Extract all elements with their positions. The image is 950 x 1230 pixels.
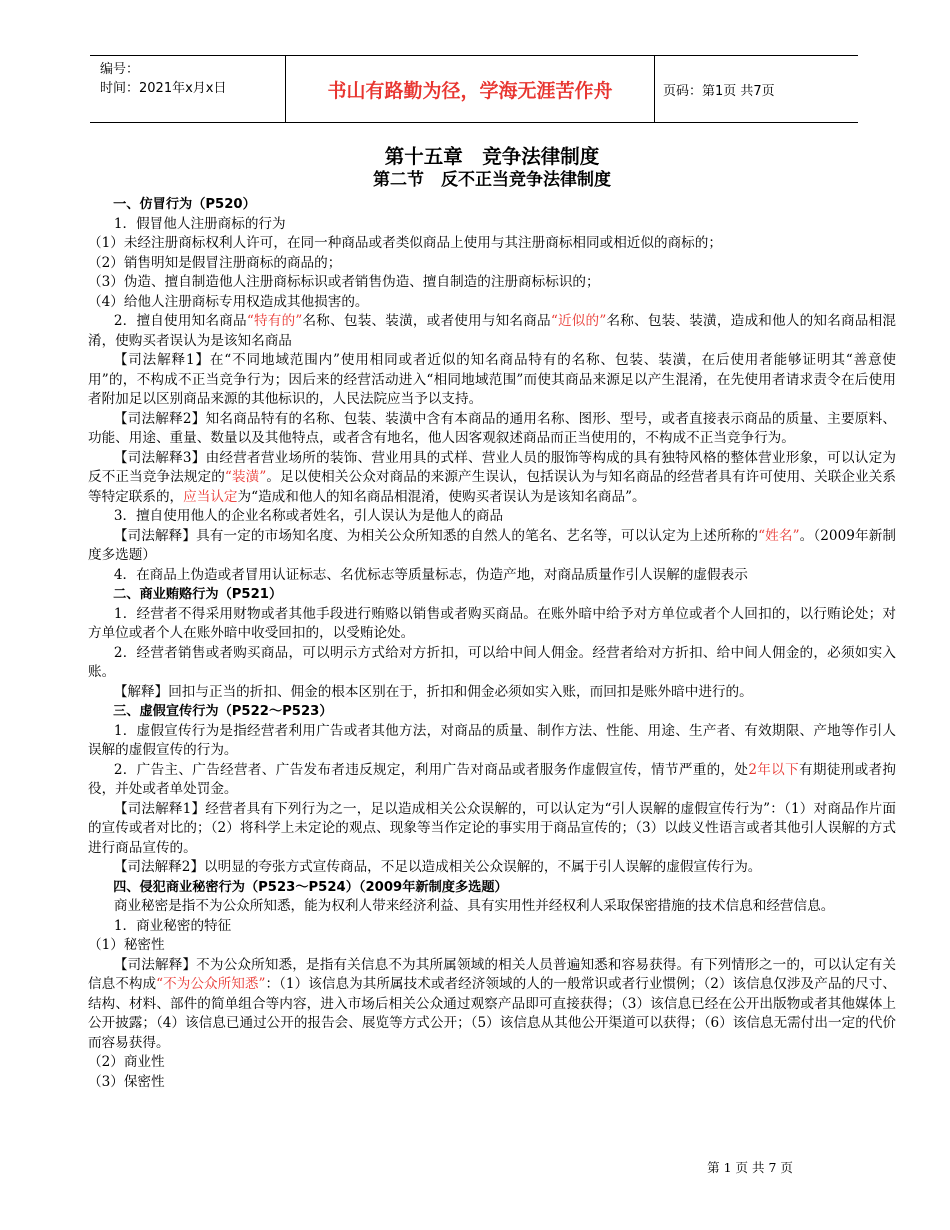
text-run: 有期徒刑或者拘役，并处或者单处罚金。	[88, 761, 896, 797]
paragraph	[88, 956, 896, 1054]
text-run: 名称、包装、装潢，造成和他人的知名商品相混淆，使购买者误认为是该知名商品	[88, 313, 896, 349]
paragraph: 商业秘密是指不为公众所知悉，能为权利人带来经济利益、具有实用性并经权利人采取保密措施的技术信息和经营信息。	[113, 898, 835, 914]
paragraph: 2．经营者销售或者购买商品，可以明示方式给对方折扣，可以给中间人佣金。经营者给对方折扣、给中间人佣金的，必须如实入账。	[88, 644, 896, 680]
paragraph	[88, 449, 896, 508]
paragraph: （1）未经注册商标权利人许可，在同一种商品或者类似商品上使用与其注册商标相同或相近似的商标的；	[88, 235, 722, 251]
paragraph: 1．虚假宣传行为是指经营者利用广告或者其他方法，对商品的质量、制作方法、性能、用途、生产者、有效期限、产地等作引人误解的虚假宣传的行为。	[88, 722, 896, 758]
page-header	[90, 55, 858, 123]
time-label: 时间：2021年x月x日	[100, 81, 227, 96]
highlight-run: “装潢”	[224, 469, 267, 485]
header-motto: 书山有路勤为径，学海无涯苦作舟	[285, 56, 655, 122]
paragraph: （4）给他人注册商标专用权造成其他损害的。	[88, 293, 369, 310]
heading-1: 一、仿冒行为（P520）	[113, 197, 256, 212]
number-label: 编号：	[100, 62, 140, 77]
document-body	[88, 140, 896, 1092]
heading-2: 二、商业贿赂行为（P521）	[113, 587, 283, 602]
highlight-run: 应当认定	[183, 488, 238, 505]
text-run: 为“造成和他人的知名商品相混淆，使购买者误认为是该知名商品”。	[237, 488, 646, 505]
paragraph	[88, 527, 896, 566]
text-run: 。（2009年新制度多选题）	[88, 527, 896, 563]
paragraph: 【解释】回扣与正当的折扣、佣金的根本区别在于，折扣和佣金必须如实入账，而回扣是账外暗中进行的。	[113, 683, 753, 700]
paragraph: 3．擅自使用他人的企业名称或者姓名，引人误认为是他人的商品	[113, 508, 504, 524]
header-page-info: 页码：第1页 共7页	[663, 83, 775, 99]
paragraph: 【司法解释2】以明显的夸张方式宣传商品，不足以造成相关公众误解的，不属于引人误解的虚假宣传行为。	[113, 859, 762, 875]
paragraph: 【司法解释1】在“不同地域范围内”使用相同或者近似的知名商品特有的名称、包装、装潢，在后使用者能够证明其“善意使用”的，不构成不正当竞争行为；因后来的经营活动进入“相同地域范围”而使其商品来源足以产生混淆，在先使用者请求责令在后使用者附加足以区别商品来源的其他标识的，人民法院应当予以支持。	[88, 352, 896, 407]
paragraph: （3）伪造、擅自制造他人注册商标标识或者销售伪造、擅自制造的注册商标标识的；	[88, 274, 600, 290]
paragraph: 4．在商品上伪造或者冒用认证标志、名优标志等质量标志，伪造产地，对商品质量作引人误解的虚假表示	[113, 566, 748, 583]
text-run: 2．擅自使用知名商品	[113, 313, 247, 329]
text-run: 2．广告主、广告经营者、广告发布者违反规定，利用广告对商品或者服务作虚假宣传，情节严重的，处	[113, 761, 749, 778]
paragraph: 1．经营者不得采用财物或者其他手段进行贿赂以销售或者购买商品。在账外暗中给予对方单位或者个人回扣的，以行贿论处；对方单位或者个人在账外暗中收受回扣的，以受贿论处。	[88, 605, 896, 641]
paragraph: （1）秘密性	[88, 937, 165, 953]
highlight-run: “近似的”	[550, 313, 607, 329]
text-run: 【司法解释】不为公众所知悉，是指有关信息不为其所属领域的相关人员普遍知悉和容易获得。有下列情形之一的，可以认定有关信息不构成	[88, 956, 896, 992]
highlight-run: “不为公众所知悉”	[156, 976, 266, 992]
paragraph: 【司法解释1】经营者具有下列行为之一，足以造成相关公众误解的，可以认定为“引人误解的虚假宣传行为”：（1）对商品作片面的宣传或者对比的；（2）将科学上未定论的观点、现象等当作定论的事实用于商品宣传的；（3）以歧义性语言或者其他引人误解的方式进行商品宣传的。	[88, 800, 896, 856]
section-title: 第二节 反不正当竞争法律制度	[373, 170, 611, 190]
header-meta	[90, 56, 285, 122]
paragraph: （3）保密性	[88, 1073, 165, 1090]
paragraph	[88, 761, 896, 800]
text-run: 名称、包装、装潢，或者使用与知名商品	[302, 313, 551, 329]
paragraph: （2）商业性	[88, 1054, 165, 1070]
paragraph	[88, 312, 896, 351]
page-footer: 第 1 页 共 7 页	[707, 1160, 793, 1175]
paragraph: 1．假冒他人注册商标的行为	[113, 215, 286, 232]
text-run: 。足以使相关公众对商品的来源产生误认，包括误认为与知名商品的经营者具有许可使用、关联企业关系等特定联系的，	[88, 469, 897, 505]
paragraph: 1．商业秘密的特征	[113, 917, 232, 934]
highlight-run: 2年以下	[748, 761, 799, 778]
text-run: 【司法解释】具有一定的市场知名度、为相关公众所知悉的自然人的笔名、艺名等，可以认定为上述所称的	[113, 527, 759, 544]
text-run: ：（1）该信息为其所属技术或者经济领域的人的一般常识或者行业惯例；（2）该信息仅涉及产品的尺寸、结构、材料、部件的简单组合等内容，进入市场后相关公众通过观察产品即可直接获得；（3）该信息已经在公开出版物或者其他媒体上公开披露；（4）该信息已通过公开的报告会、展览等方式公开；（5）该信息从其他公开渠道可以获得；（6）该信息无需付出一定的代价而容易获得。	[88, 976, 896, 1051]
highlight-run: “特有的”	[246, 313, 303, 329]
chapter-title: 第十五章 竞争法律制度	[384, 145, 600, 168]
text-run: 【司法解释3】由经营者营业场所的装饰、营业用具的式样、营业人员的服饰等构成的具有独特风格的整体营业形象，可以认定为反不正当竞争法规定的	[88, 449, 896, 485]
paragraph: （2）销售明知是假冒注册商标的商品的；	[88, 254, 342, 271]
paragraph: 【司法解释2】知名商品特有的名称、包装、装潢中含有本商品的通用名称、图形、型号，或者直接表示商品的质量、主要原料、功能、用途、重量、数量以及其他特点，或者含有地名，他人因客观叙述商品而正当使用的，不构成不正当竞争行为。	[88, 410, 896, 446]
heading-3: 三、虚假宣传行为（P522～P523）	[113, 704, 333, 719]
heading-4: 四、侵犯商业秘密行为（P523～P524）（2009年新制度多选题）	[113, 879, 508, 895]
highlight-run: “姓名”	[758, 527, 800, 544]
